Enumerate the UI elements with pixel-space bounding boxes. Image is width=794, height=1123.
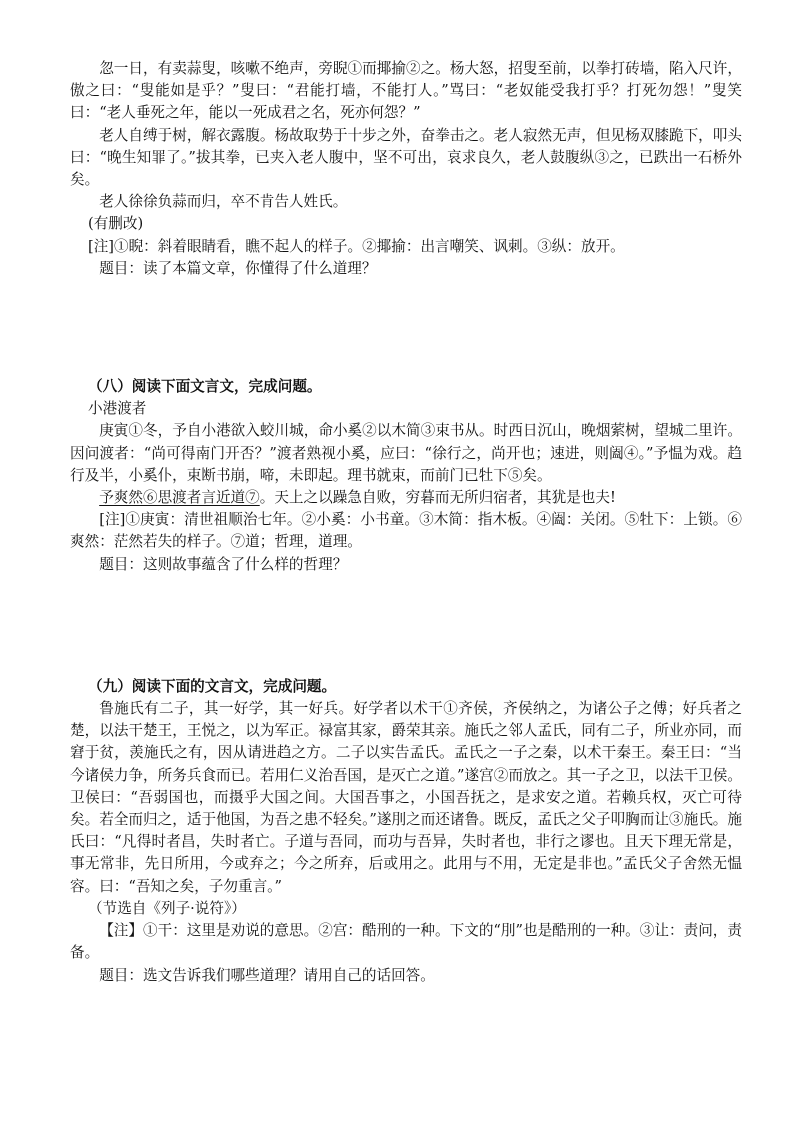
source-note: （节选自《列子·说符》） xyxy=(88,899,246,917)
document-page xyxy=(70,58,742,987)
section-heading: （八）阅读下面文言文，完成问题。 xyxy=(88,378,322,396)
underlined-sentence: 予爽然⑥思渡者言近道⑦ xyxy=(99,489,260,507)
passage-paragraph: 庚寅①冬，予自小港欲入蛟川城，命小奚②以木简③束书从。时西日沉山，晚烟萦树，望城二里许。因问渡者：“尚可得南门开否？”渡者熟视小奚，应曰：“徐行之，尚开也；速进，则阖④。”予愠为戏。趋行及半，小奚仆，束断书崩，啼，未即起。理书就束，而前门已牡下⑤矣。 xyxy=(70,422,742,484)
annotation-note: [注]①庚寅：清世祖顺治七年。②小奚：小书童。③木简：指木板。④阖：关闭。⑤牡下：上锁。⑥爽然：茫然若失的样子。⑦道；哲理，道理。 xyxy=(70,511,742,551)
passage-paragraph xyxy=(70,487,742,509)
passage-text: 。天上之以躁急自败，穷暮而无所归宿者，其犹是也夫! xyxy=(259,489,616,507)
question-prompt: 题目：这则故事蕴含了什么样的哲理？ xyxy=(99,555,348,573)
passage-paragraph: 老人徐徐负蒜而归，卒不肯告人姓氏。 xyxy=(99,193,348,211)
answer-space xyxy=(70,576,742,676)
question-prompt: 题目：读了本篇文章，你懂得了什么道理？ xyxy=(99,259,377,277)
answer-space xyxy=(70,280,742,376)
passage-paragraph: 老人自缚于树，解衣露腹。杨故取势于十步之外，奋拳击之。老人寂然无声，但见杨双膝跪下，叩头曰：“晚生知罪了。”拔其拳，已夹入老人腹中，坚不可出，哀求良久，老人鼓腹纵③之，已跌出一石桥外矣。 xyxy=(70,126,742,189)
passage-paragraph: 忽一日，有卖蒜叟，咳嗽不绝声，旁睨①而揶揄②之。杨大怒，招叟至前，以拳打砖墙，陷入尺许，傲之曰：“叟能如是乎？”叟曰：“君能打墙，不能打人。”骂曰：“老奴能受我打乎？打死勿怨！”叟笑曰：“老人垂死之年，能以一死成君之名，死亦何怨？” xyxy=(70,60,742,122)
source-note: (有删改) xyxy=(88,215,144,233)
annotation-note: [注]①睨：斜着眼睛看，瞧不起人的样子。②揶揄：出言嘲笑、讽刺。③纵：放开。 xyxy=(88,237,625,255)
section-8 xyxy=(70,376,742,576)
section-9 xyxy=(70,676,742,987)
annotation-note: 【注】①干：这里是劝说的意思。②宫：酷刑的一种。下文的“刖”也是酷刑的一种。③让：责问，责备。 xyxy=(70,922,742,962)
question-prompt: 题目：选文告诉我们哪些道理？请用自己的话回答。 xyxy=(99,966,435,984)
passage-title: 小港渡者 xyxy=(88,400,147,418)
section-7 xyxy=(70,58,742,280)
section-heading: （九）阅读下面的文言文，完成问题。 xyxy=(88,677,337,695)
passage-paragraph: 鲁施氏有二子，其一好学，其一好兵。好学者以术干①齐侯，齐侯纳之，为诸公子之傅；好兵者之楚，以法干楚王，王悦之，以为军正。禄富其家，爵荣其亲。施氏之邻人孟氏，同有二子，所业亦同，而窘于贫，羡施氏之有，因从请进趋之方。二子以实告孟氏。孟氏之一子之秦，以术干秦王。秦王曰：“当今诸侯力争，所务兵食而已。若用仁义治吾国，是灭亡之道。”遂宫②而放之。其一子之卫，以法干卫侯。卫侯曰：“吾弱国也，而摄乎大国之间。大国吾事之，小国吾抚之，是求安之道。若赖兵权，灭亡可待矣。若全而归之，适于他国，为吾之患不轻矣。”遂刖之而还诸鲁。既反，孟氏之父子叩胸而让③施氏。施氏曰：“凡得时者昌，失时者亡。子道与吾同，而功与吾异，失时者也，非行之谬也。且天下理无常是，事无常非，先日所用，今或弃之；今之所弃，后或用之。此用与不用，无定是非也。”孟氏父子舍然无愠容。曰：“吾知之矣，子勿重言。” xyxy=(70,700,742,895)
